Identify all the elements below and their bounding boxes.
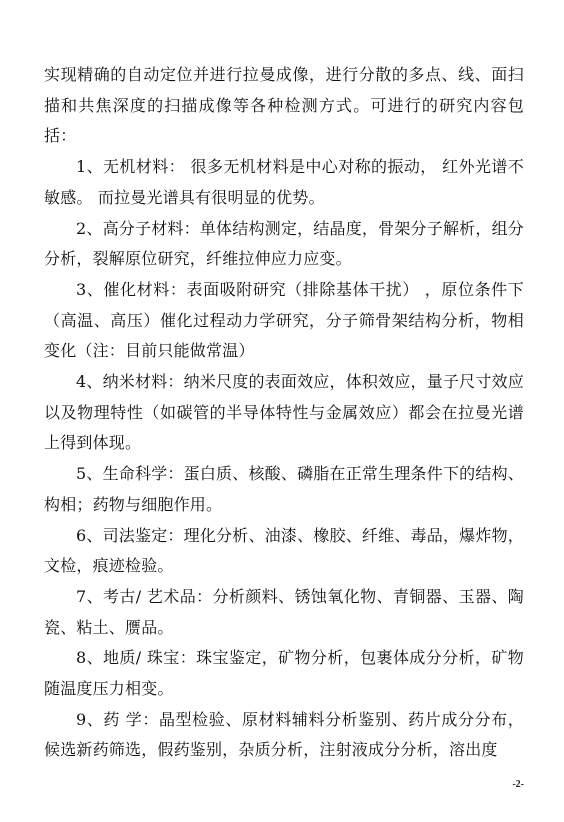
list-item-archaeology-art: 7、考古/ 艺术品：分析颜料、锈蚀氧化物、青铜器、玉器、陶瓷、粘土、赝品。 (44, 586, 524, 637)
list-item-life-science: 5、生命科学：蛋白质、核酸、磷脂在正常生理条件下的结构、构相；药物与细胞作用。 (44, 464, 524, 514)
page-number: -2- (512, 779, 524, 790)
list-item-geology-jewelry: 8、地质/ 珠宝：珠宝鉴定，矿物分析，包裹体成分分析，矿物随温度压力相变。 (44, 648, 524, 699)
intro-paragraph: 实现精确的自动定位并进行拉曼成像，进行分散的多点、线、面扫描和共焦深度的扫描成像等各种检测方式。可进行的研究内容包括： (44, 65, 524, 146)
list-item-forensic: 6、司法鉴定：理化分析、油漆、橡胶、纤维、毒品，爆炸物，文检，痕迹检验。 (44, 525, 524, 576)
list-item-nano-materials: 4、纳米材料：纳米尺度的表面效应，体积效应，量子尺寸效应以及物理特性（如碳管的半导体特性与金属效应）都会在拉曼光谱上得到体现。 (44, 372, 524, 453)
list-item-catalytic-materials: 3、催化材料：表面吸附研究（排除基体干扰） ，原位条件下（高温、高压）催化过程动力学研究，分子筛骨架结构分析，物相变化（注：目前只能做常温） (44, 279, 524, 361)
list-item-polymer-materials: 2、高分子材料：单体结构测定，结晶度，骨架分子解析，组分分析，裂解原位研究，纤维拉伸应力应变。 (44, 218, 524, 269)
list-item-inorganic-materials: 1、无机材料： 很多无机材料是中心对称的振动， 红外光谱不敏感。 而拉曼光谱具有很明显的优势。 (44, 157, 524, 207)
list-item-pharmacy: 9、药 学：晶型检验、原材料辅料分析鉴别、药片成分分布，候选新药筛选，假药鉴别，杂质分析，注射液成分分析，溶出度 (44, 709, 524, 760)
body-text (44, 60, 524, 766)
